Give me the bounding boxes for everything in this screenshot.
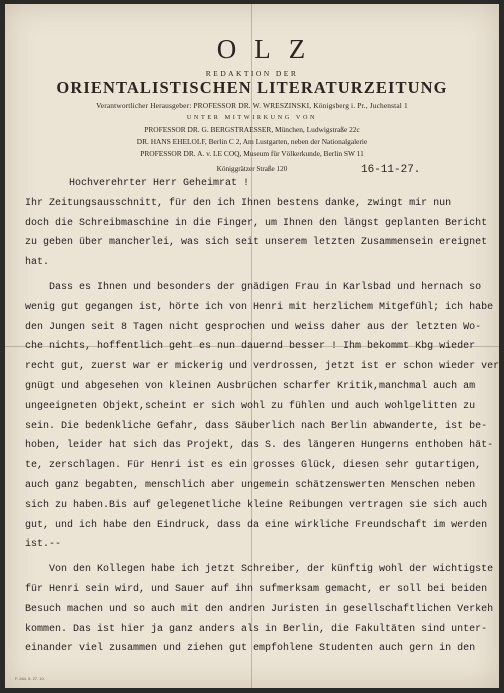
text-line: einander viel zusammen und ziehen gut empfohlene Studenten auch gern in den (25, 643, 476, 655)
text-line: te, zerschlagen. Für Henri ist es ein grosses Glück, diesen sehr gutartigen, (25, 460, 482, 472)
salutation: Hochverehrter Herr Geheimrat ! (69, 178, 250, 189)
text-line: sein. Die bedenkliche Gefahr, dass Säuberlich nach Berlin abwanderte, ist be- (25, 420, 488, 432)
letter-date: 16-11-27. (361, 164, 421, 176)
letter-lines (25, 194, 499, 659)
text-line: hoben, leider hat sich das Projekt, das S. des längeren Hungerns enthoben hät- (25, 440, 494, 452)
text-line: ungeeigneten Objekt,scheint er sich wohl zu fühlen und auch wohlgelitten zu (25, 400, 476, 412)
text-line: Dass es Ihnen und besonders der gnädigen Frau in Karlsbad und hernach so (25, 281, 482, 293)
editor-line: PROFESSOR DR. G. BERGSTRAESSER, München, Ludwigstraße 22c (144, 125, 360, 134)
text-line: für Henri sein wird, und Sauer auf ihn sufmerksam gemacht, er soll bei beiden (25, 583, 488, 595)
text-line: doch die Schreibmaschine in die Finger, um Ihnen den längst geplanten Bericht (25, 217, 488, 229)
letter-body (25, 174, 499, 659)
publisher-line: Verantwortlicher Herausgeber: PROFESSOR DR. W. WRESZINSKI, Königsberg i. Pr., Juchenstal 1 (96, 101, 408, 110)
text-line: recht gut, zuerst war er mickerig und verdrossen, jetzt ist er schon wieder ver (25, 361, 499, 373)
letter-page (5, 4, 499, 688)
text-line: che nichts, hoffentlich geht es nun dauernd besser ! Ihm bekommt Kbg wieder (25, 341, 476, 353)
journal-title: ORIENTALISTISCHEN LITERATURZEITUNG (56, 78, 448, 97)
text-line: gut, und ich habe den Eindruck, dass da eine wirkliche Freundschaft im werden (25, 519, 488, 531)
text-line: ist.-- (25, 539, 62, 551)
printer-mark: F. 264. 5. 27. 10. (15, 676, 45, 681)
address-line: Königgrätzer Straße 120 (216, 165, 288, 173)
collaboration-line: UNTER MITWIRKUNG VON (186, 114, 318, 121)
text-line: hat. (25, 257, 50, 269)
text-line: auch ganz begabten, menschlich aber ungemein schätzenswerten Menschen neben (25, 479, 476, 491)
text-line: Besuch machen und so auch mit den andren Juristen in gesellschaftlichen Verkeh (25, 603, 494, 615)
text-line: kommen. Das ist hier ja ganz anders als in Berlin, die Fakultäten sind unter- (25, 623, 488, 635)
text-line: zu geben über mancherlei, was sich seit unserem letzten Zusammensein ereignet (25, 237, 488, 249)
text-line: Von den Kollegen habe ich jetzt Schreiber, der künftig wohl der wichtigste (25, 564, 494, 576)
text-line: den Jungen seit 8 Tagen nicht gesprochen und weiss daher aus der letzten Wo- (25, 321, 482, 333)
text-line: sich zu haben.Bis auf gelegenetliche kleine Reibungen vertragen sie sich auch (25, 499, 488, 511)
editor-line: PROFESSOR DR. A. v. LE COQ, Museum für Völkerkunde, Berlin SW 11 (140, 149, 364, 158)
text-line: gnügt und abgesehen von kleinen Ausbrüchen scharfer Kritik,manchmal auch am (25, 380, 476, 392)
text-line: wenig gut gegangen ist, hörte ich von Henri mit herzlichem Mitgefühl; ich habe (25, 301, 494, 313)
text-line: Ihr Zeitungsausschnitt, für den ich Ihnen bestens danke, zwingt mir nun (25, 197, 452, 209)
letterhead-subtitle: REDAKTION DER (205, 69, 299, 78)
editor-line: DR. HANS EHELOLF, Berlin C 2, Am Lustgarten, neben der Nationalgalerie (136, 137, 368, 146)
masthead: OLZ (216, 34, 324, 64)
